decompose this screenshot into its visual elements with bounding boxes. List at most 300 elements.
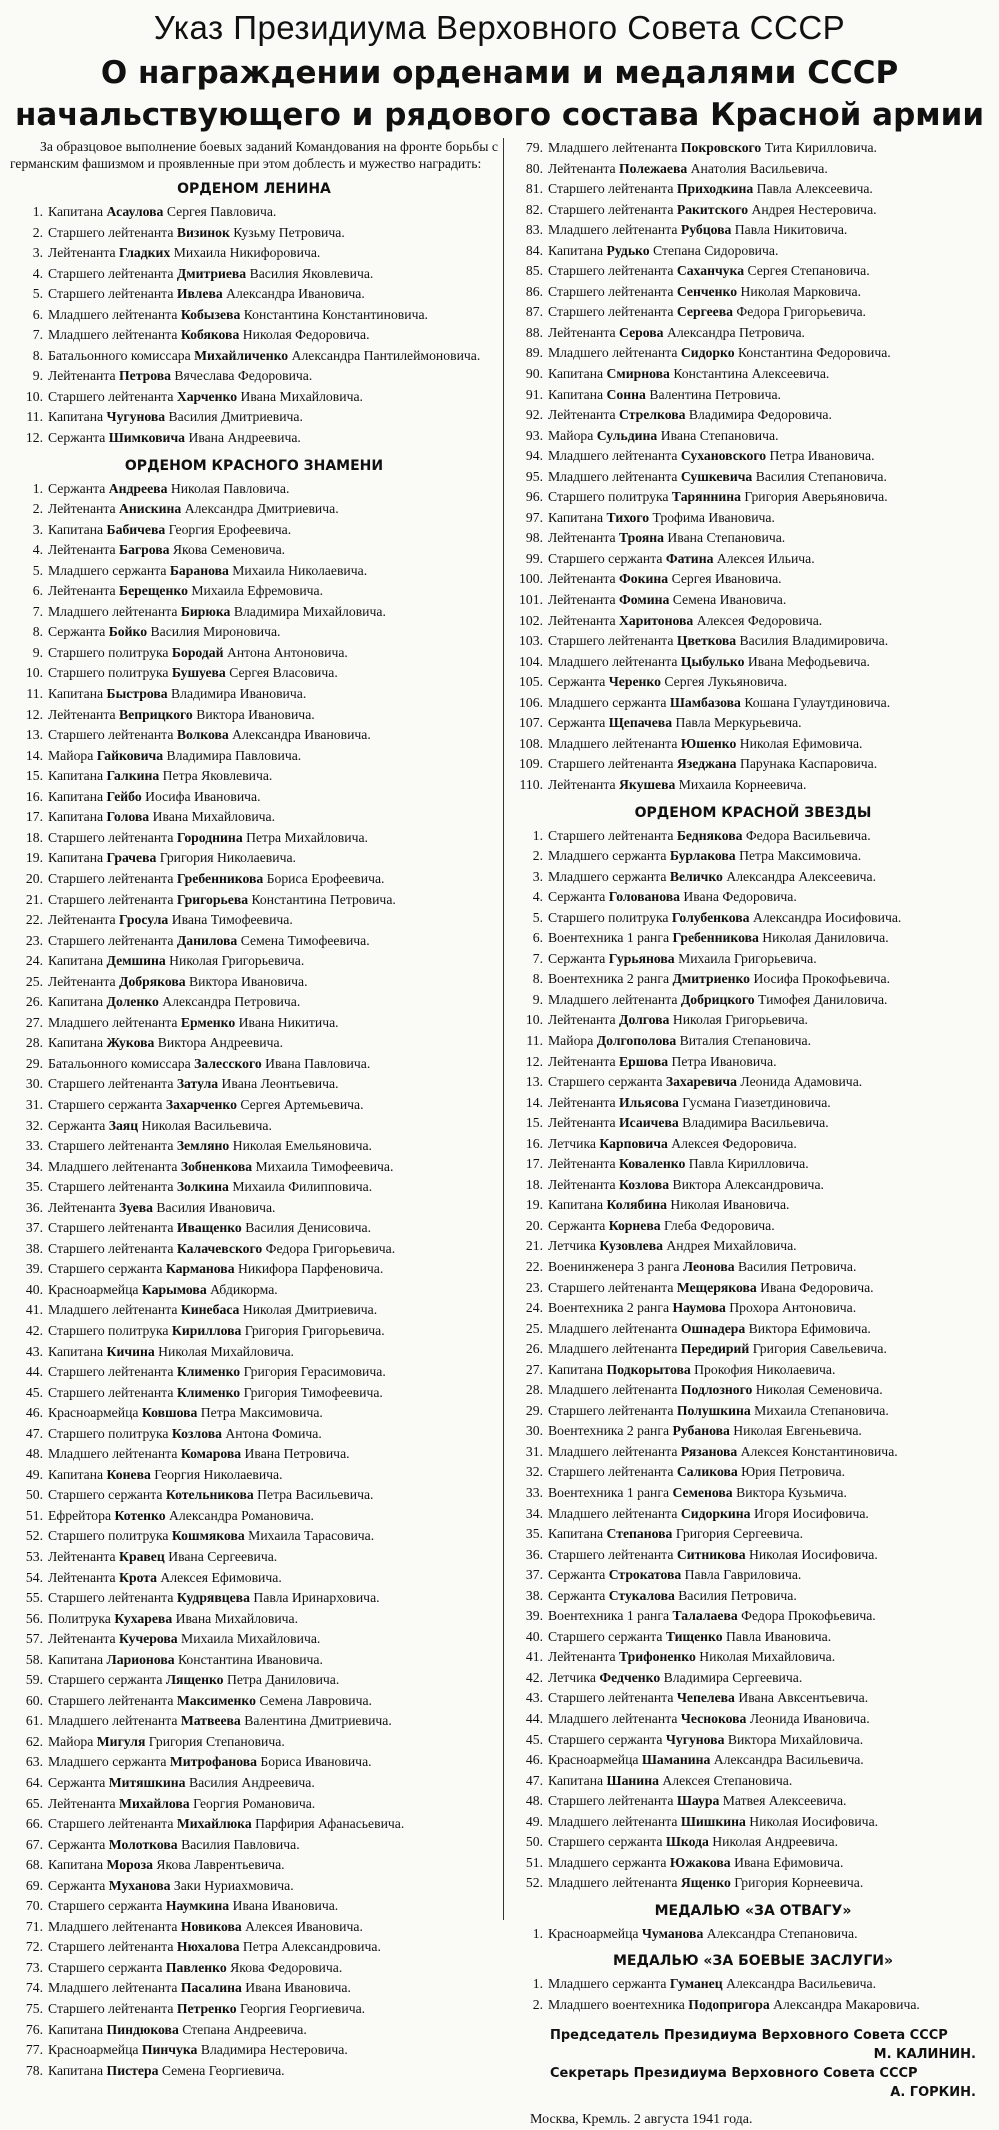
item-number: 94.: [525, 448, 543, 464]
item-rank: Старшего лейтенанта: [548, 827, 677, 843]
item-given-names: Владимира Ивановича.: [167, 686, 307, 702]
item-given-names: Алексея Константиновича.: [737, 1443, 898, 1459]
item-given-names: Андрея Нестеровича.: [748, 201, 877, 217]
item-number: 19.: [25, 850, 43, 866]
award-list-item: [510, 1504, 996, 1525]
item-surname: Ершова: [619, 1053, 669, 1069]
award-list-item: [10, 1177, 498, 1198]
item-number: 17.: [25, 809, 43, 825]
item-rank: Капитана: [48, 1857, 107, 1873]
award-list-item: [10, 1074, 498, 1095]
item-surname: Сушкевича: [680, 468, 753, 484]
item-number: 38.: [525, 1587, 543, 1603]
item-rank: Младшего лейтенанта: [548, 1875, 681, 1891]
item-rank: Младшего лейтенанта: [48, 1713, 181, 1729]
item-surname: Ракитского: [676, 201, 749, 217]
item-rank: Младшего лейтенанта: [48, 1302, 181, 1318]
item-number: 15.: [25, 768, 43, 784]
award-list-item: [10, 1239, 498, 1260]
item-given-names: Ивана Никитича.: [235, 1014, 339, 1030]
item-rank: Младшего лейтенанта: [548, 1443, 681, 1459]
item-surname: Черенко: [608, 674, 661, 690]
item-given-names: Григория Сергеевича.: [672, 1526, 804, 1542]
item-number: 19.: [525, 1197, 543, 1213]
item-surname: Серова: [619, 324, 664, 340]
award-list-item: [510, 241, 996, 262]
item-given-names: Матвея Алексеевича.: [719, 1793, 847, 1809]
item-rank: Лейтенанта: [48, 1199, 120, 1215]
award-list-item: [510, 1052, 996, 1073]
item-given-names: Николая Марковича.: [737, 283, 862, 299]
item-rank: Лейтенанта: [548, 592, 620, 608]
item-given-names: Николая Андреевича.: [708, 1834, 839, 1850]
award-list-item: [510, 1812, 996, 1833]
item-number: 4.: [32, 265, 43, 281]
item-rank: Капитана: [548, 386, 607, 402]
item-rank: Сержанта: [548, 950, 609, 966]
item-rank: Майора: [48, 747, 97, 763]
item-surname: Шаура: [676, 1793, 720, 1809]
item-rank: Старшего лейтенанта: [48, 1240, 177, 1256]
award-list-item: [10, 725, 498, 746]
award-list-item: [10, 972, 498, 993]
item-given-names: Виктора Александровича.: [669, 1176, 824, 1192]
award-list-item: [510, 1462, 996, 1483]
item-given-names: Николая Ивановича.: [667, 1197, 790, 1213]
item-rank: Старшего лейтенанта: [548, 1279, 677, 1295]
award-list-item: [510, 1339, 996, 1360]
item-given-names: Николая Евгеньевича.: [729, 1423, 862, 1439]
award-list-item: [10, 479, 498, 500]
item-given-names: Александра Ивановича.: [228, 727, 371, 743]
item-surname: Багрова: [119, 542, 170, 558]
item-rank: Старшего лейтенанта: [48, 2001, 177, 2017]
item-surname: Жукова: [106, 1035, 155, 1051]
item-given-names: Ивана Авксентьевича.: [734, 1690, 869, 1706]
item-rank: Старшего сержанта: [48, 1261, 166, 1277]
item-number: 2.: [532, 1997, 543, 2013]
item-given-names: Николая Федоровича.: [239, 327, 370, 343]
award-list-item: [10, 2020, 498, 2041]
item-number: 101.: [519, 592, 543, 608]
item-number: 52.: [525, 1875, 543, 1891]
item-given-names: Парфирия Афанасьевича.: [251, 1816, 405, 1832]
award-section-title: МЕДАЛЬЮ «ЗА ОТВАГУ»: [654, 1902, 852, 1919]
item-given-names: Николая Емельяновича.: [229, 1138, 372, 1154]
item-rank: Капитана: [548, 366, 607, 382]
item-given-names: Павла Иринарховича.: [249, 1590, 380, 1606]
item-number: 9.: [32, 644, 43, 660]
item-rank: Капитана: [48, 521, 107, 537]
item-number: 93.: [525, 427, 543, 443]
item-rank: Майора: [548, 1032, 597, 1048]
item-surname: Захаревича: [665, 1074, 737, 1090]
item-given-names: Якова Федоровича.: [226, 1959, 343, 1975]
chair-title: Председатель Президиума Верховного Совета СССР: [550, 2027, 948, 2043]
item-rank: Лейтенанта: [48, 542, 120, 558]
item-given-names: Василия Петровича.: [674, 1587, 797, 1603]
item-number: 23.: [525, 1279, 543, 1295]
item-number: 35.: [25, 1179, 43, 1195]
item-rank: Старшего сержанта: [48, 1959, 166, 1975]
award-list-item: [510, 867, 996, 888]
item-rank: Старшего лейтенанта: [548, 1402, 677, 1418]
item-surname: Доленко: [106, 994, 159, 1010]
item-surname: Тихого: [606, 509, 650, 525]
item-given-names: Михаила Никифоровича.: [170, 245, 321, 261]
place-and-date: Москва, Кремль. 2 августа 1941 года.: [530, 2111, 753, 2127]
item-number: 107.: [519, 715, 543, 731]
award-list-item: [10, 1095, 498, 1116]
item-given-names: Ивана Ивановича.: [229, 1898, 339, 1914]
item-rank: Старшего сержанта: [48, 1487, 166, 1503]
item-given-names: Владимира Федоровича.: [685, 407, 832, 423]
award-list-item: [510, 1483, 996, 1504]
item-rank: Воентехника 2 ранга: [548, 1300, 673, 1316]
item-surname: Демшина: [106, 953, 166, 969]
item-number: 22.: [25, 912, 43, 928]
award-list-item: [510, 1730, 996, 1751]
award-list-item: [10, 1917, 498, 1938]
item-given-names: Ивана Сергеевича.: [164, 1549, 278, 1564]
item-given-names: Григория Аверьяновича.: [740, 489, 888, 505]
item-rank: Сержанта: [548, 715, 609, 731]
item-rank: Старшего сержанта: [548, 1731, 666, 1747]
item-rank: Воентехника 1 ранга: [548, 930, 673, 946]
item-rank: Старшего сержанта: [548, 550, 666, 566]
item-number: 28.: [25, 1035, 43, 1051]
item-given-names: Николая Иосифовича.: [745, 1546, 878, 1562]
item-given-names: Александра Степановича.: [703, 1925, 858, 1941]
item-rank: Лейтенанта: [548, 1094, 620, 1110]
award-list-item: [10, 407, 498, 428]
item-surname: Кузовлева: [599, 1238, 663, 1254]
secretary-title: Секретарь Президиума Верховного Совета СССР: [550, 2065, 918, 2081]
item-surname: Новикова: [180, 1918, 242, 1934]
item-number: 37.: [25, 1220, 43, 1236]
item-surname: Коваленко: [619, 1156, 686, 1172]
item-rank: Сержанта: [548, 674, 609, 690]
item-given-names: Михаила Филипповича.: [228, 1179, 373, 1195]
item-given-names: Гусмана Гиазетдиновича.: [678, 1094, 831, 1110]
item-given-names: Григория Герасимовича.: [240, 1364, 386, 1380]
award-list-item: [10, 1259, 498, 1280]
item-surname: Бородай: [171, 644, 224, 660]
award-list-item: [510, 569, 996, 590]
item-number: 1.: [532, 1925, 543, 1941]
item-rank: Капитана: [548, 1361, 607, 1377]
item-number: 3.: [32, 245, 43, 261]
award-list-item: [510, 1421, 996, 1442]
item-number: 44.: [525, 1711, 543, 1727]
award-list-item: [510, 887, 996, 908]
item-given-names: Сергея Павловича.: [163, 204, 277, 219]
item-number: 76.: [25, 2021, 43, 2037]
item-rank: Старшего политрука: [548, 489, 672, 505]
item-number: 5.: [532, 909, 543, 925]
item-number: 62.: [25, 1733, 43, 1749]
item-number: 83.: [525, 222, 543, 238]
item-given-names: Леонида Адамовича.: [736, 1074, 863, 1090]
item-number: 11.: [26, 686, 43, 702]
item-number: 23.: [25, 932, 43, 948]
item-surname: Трояна: [619, 530, 664, 546]
item-rank: Младшего лейтенанта: [548, 140, 681, 155]
item-given-names: Павла Меркурьевича.: [672, 715, 802, 731]
award-list-item: [10, 1444, 498, 1465]
item-surname: Цветкова: [676, 633, 737, 649]
item-number: 26.: [25, 994, 43, 1010]
award-list-item: [510, 826, 996, 847]
item-rank: Младшего сержанта: [548, 868, 670, 884]
item-number: 81.: [525, 181, 543, 197]
item-given-names: Василия Петровича.: [734, 1258, 857, 1274]
item-given-names: Иосифа Прокофьевича.: [750, 971, 890, 987]
item-number: 32.: [525, 1464, 543, 1480]
award-list-item: [510, 1072, 996, 1093]
item-given-names: Алексея Федоровича.: [667, 1135, 797, 1151]
item-surname: Грачева: [106, 850, 157, 866]
item-surname: Стрелкова: [619, 407, 686, 423]
item-rank: Лейтенанта: [48, 706, 120, 722]
item-given-names: Виктора Михайловича.: [724, 1731, 864, 1747]
item-surname: Рудько: [606, 242, 650, 258]
item-number: 87.: [525, 304, 543, 320]
item-number: 17.: [525, 1156, 543, 1172]
award-list-item: [510, 928, 996, 949]
item-given-names: Федора Григорьевича.: [733, 304, 866, 320]
item-given-names: Павла Алексеевича.: [753, 181, 873, 197]
item-given-names: Ивана Михайловича.: [149, 809, 276, 825]
item-given-names: Антона Антоновича.: [223, 644, 348, 660]
item-given-names: Петра Ивановича.: [668, 1053, 777, 1069]
item-surname: Пасалина: [180, 1980, 242, 1996]
item-surname: Карповича: [599, 1135, 668, 1151]
award-list-item: [10, 869, 498, 890]
item-rank: Младшего лейтенанта: [48, 603, 181, 619]
item-surname: Ковшова: [141, 1405, 198, 1421]
item-surname: Золкина: [176, 1179, 229, 1195]
item-number: 7.: [32, 603, 43, 619]
item-number: 2.: [32, 224, 43, 240]
item-rank: Летчика: [548, 1669, 600, 1685]
item-rank: Старшего политрука: [48, 1425, 172, 1441]
item-surname: Подкорытова: [606, 1361, 691, 1377]
item-surname: Кириллова: [171, 1322, 242, 1338]
item-rank: Младшего воентехника: [548, 1997, 689, 2013]
item-rank: Лейтенанта: [48, 245, 120, 261]
item-rank: Красноармейца: [48, 1281, 142, 1297]
item-number: 84.: [525, 242, 543, 258]
item-surname: Гросула: [119, 912, 169, 928]
item-rank: Лейтенанта: [48, 501, 120, 517]
award-list-item: [510, 508, 996, 529]
item-number: 48.: [25, 1446, 43, 1462]
item-given-names: Николая Григорьевича.: [669, 1012, 808, 1028]
item-surname: Чуманова: [641, 1925, 704, 1941]
item-rank: Младшего лейтенанта: [48, 1014, 181, 1030]
item-given-names: Иосифа Ивановича.: [141, 788, 261, 804]
item-given-names: Владимира Васильевича.: [678, 1115, 829, 1131]
item-surname: Сонна: [606, 386, 646, 402]
decree-subtitle: начальствующего и рядового состава Красной армии: [14, 97, 985, 133]
item-number: 29.: [25, 1055, 43, 1071]
item-surname: Нюхалова: [176, 1939, 240, 1955]
item-number: 92.: [525, 407, 543, 423]
item-surname: Мигуля: [96, 1733, 146, 1749]
item-number: 31.: [25, 1096, 43, 1112]
item-number: 45.: [25, 1384, 43, 1400]
item-rank: Красноармейца: [48, 2042, 142, 2058]
item-given-names: Павла Гавриловича.: [681, 1567, 802, 1583]
item-surname: Гурьянова: [608, 950, 675, 966]
item-surname: Саханчука: [676, 263, 745, 279]
award-list-item: [10, 1506, 498, 1527]
item-surname: Михайлюка: [176, 1816, 252, 1832]
item-rank: Старшего лейтенанта: [48, 870, 177, 886]
item-surname: Покровского: [680, 140, 762, 155]
item-given-names: Петра Михайловича.: [242, 829, 368, 845]
item-surname: Степанова: [606, 1526, 673, 1542]
item-given-names: Петра Даниловича.: [223, 1672, 340, 1688]
item-rank: Красноармейца: [548, 1752, 642, 1768]
item-given-names: Петра Александровича.: [239, 1939, 381, 1955]
item-number: 42.: [525, 1669, 543, 1685]
item-given-names: Петра Ивановича.: [766, 448, 875, 464]
award-list-item: [10, 643, 498, 664]
item-number: 40.: [525, 1628, 543, 1644]
item-rank: Лейтенанта: [48, 1569, 120, 1585]
item-given-names: Василия Степановича.: [752, 468, 887, 484]
item-number: 8.: [32, 624, 43, 640]
item-surname: Зобненкова: [180, 1158, 253, 1174]
item-number: 36.: [25, 1199, 43, 1215]
item-rank: Лейтенанта: [548, 1156, 620, 1172]
item-rank: Младшего лейтенанта: [548, 735, 681, 751]
left-column: [10, 138, 498, 2078]
item-surname: Кинебаса: [180, 1302, 240, 1318]
award-list-item: [510, 1974, 996, 1995]
item-surname: Леонова: [682, 1258, 735, 1274]
item-surname: Гайковича: [96, 747, 164, 763]
item-given-names: Ивана Павловича.: [261, 1055, 371, 1071]
item-given-names: Семена Лавровича.: [255, 1692, 372, 1708]
item-given-names: Ивана Тимофеевича.: [168, 912, 293, 928]
item-number: 43.: [25, 1343, 43, 1359]
item-rank: Капитана: [48, 1343, 107, 1359]
award-list-item: [10, 602, 498, 623]
item-number: 30.: [25, 1076, 43, 1092]
item-given-names: Бориса Ерофеевича.: [263, 870, 385, 886]
item-given-names: Александра Иосифовича.: [749, 909, 902, 925]
item-surname: Зуева: [119, 1199, 153, 1215]
item-surname: Бабичева: [106, 521, 166, 537]
item-surname: Бойко: [108, 624, 148, 640]
item-given-names: Алексея Ильича.: [713, 550, 815, 566]
item-given-names: Сергея Лукьяновича.: [660, 674, 788, 690]
item-surname: Наумкина: [165, 1898, 230, 1914]
item-given-names: Алексея Ефимовича.: [156, 1569, 282, 1585]
award-list-item: [510, 1380, 996, 1401]
award-section-title: ОРДЕНОМ КРАСНОГО ЗНАМЕНИ: [124, 457, 384, 474]
item-number: 34.: [25, 1158, 43, 1174]
award-list-item: [10, 1300, 498, 1321]
item-rank: Младшего лейтенанта: [48, 1158, 181, 1174]
award-list-item: [510, 200, 996, 221]
award-list-item: [10, 951, 498, 972]
item-surname: Баранова: [169, 562, 229, 578]
item-number: 41.: [25, 1302, 43, 1318]
item-number: 2.: [32, 501, 43, 517]
award-section-title: МЕДАЛЬЮ «ЗА БОЕВЫЕ ЗАСЛУГИ»: [612, 1953, 893, 1970]
item-given-names: Ивана Степановича.: [657, 427, 779, 443]
item-surname: Чепелева: [676, 1690, 735, 1706]
item-number: 65.: [25, 1795, 43, 1811]
item-rank: Лейтенанта: [48, 368, 120, 384]
item-given-names: Григория Степановича.: [145, 1733, 285, 1749]
award-list-item: [510, 1319, 996, 1340]
item-rank: Младшего лейтенанта: [548, 1320, 681, 1336]
item-surname: Наумова: [672, 1300, 726, 1316]
item-given-names: Анатолия Васильевича.: [687, 160, 828, 176]
item-given-names: Ивана Петровича.: [241, 1446, 350, 1462]
item-number: 57.: [25, 1631, 43, 1647]
item-surname: Полушкина: [676, 1402, 751, 1418]
item-surname: Конева: [106, 1466, 151, 1482]
award-list-item: [510, 631, 996, 652]
item-surname: Муханова: [108, 1877, 171, 1893]
item-rank: Красноармейца: [48, 1405, 142, 1421]
item-given-names: Виктора Кузьмича.: [732, 1485, 847, 1500]
award-list-item: [10, 1526, 498, 1547]
item-number: 41.: [525, 1649, 543, 1665]
item-given-names: Семена Георгиевича.: [158, 2062, 285, 2078]
item-surname: Анискина: [119, 501, 182, 517]
award-section-title: ОРДЕНОМ КРАСНОЙ ЗВЕЗДЫ: [634, 804, 872, 821]
item-given-names: Александра Макаровича.: [769, 1997, 920, 2013]
item-surname: Григорьева: [176, 891, 249, 907]
item-rank: Старшего лейтенанта: [548, 1793, 677, 1809]
award-list-item: [510, 1545, 996, 1566]
item-surname: Тищенко: [665, 1628, 723, 1644]
item-given-names: Прохора Антоновича.: [725, 1300, 857, 1316]
item-rank: Капитана: [48, 2021, 107, 2037]
decree-title: О награждении орденами и медалями СССР: [100, 55, 899, 91]
item-surname: Трифоненко: [619, 1649, 696, 1665]
item-rank: Капитана: [48, 1651, 107, 1667]
award-list-item: [510, 1750, 996, 1771]
award-list-item: [510, 1113, 996, 1134]
item-rank: Капитана: [48, 2062, 107, 2078]
item-number: 61.: [25, 1713, 43, 1729]
item-surname: Гребенникова: [672, 930, 759, 946]
item-number: 25.: [25, 973, 43, 989]
item-surname: Язеджана: [676, 756, 737, 772]
item-rank: Старшего лейтенанта: [548, 1690, 677, 1706]
item-rank: Капитана: [48, 994, 107, 1010]
item-number: 1.: [32, 480, 43, 496]
award-list-item: [10, 1321, 498, 1342]
item-surname: Михайличенко: [194, 347, 289, 363]
item-number: 4.: [532, 889, 543, 905]
item-given-names: Виктора Ивановича.: [192, 706, 315, 722]
award-list-item: [10, 581, 498, 602]
item-given-names: Николая Даниловича.: [758, 930, 889, 946]
award-list-item: [510, 1278, 996, 1299]
item-surname: Асаулова: [106, 204, 164, 219]
item-number: 3.: [532, 868, 543, 884]
item-surname: Кухарева: [114, 1610, 173, 1626]
